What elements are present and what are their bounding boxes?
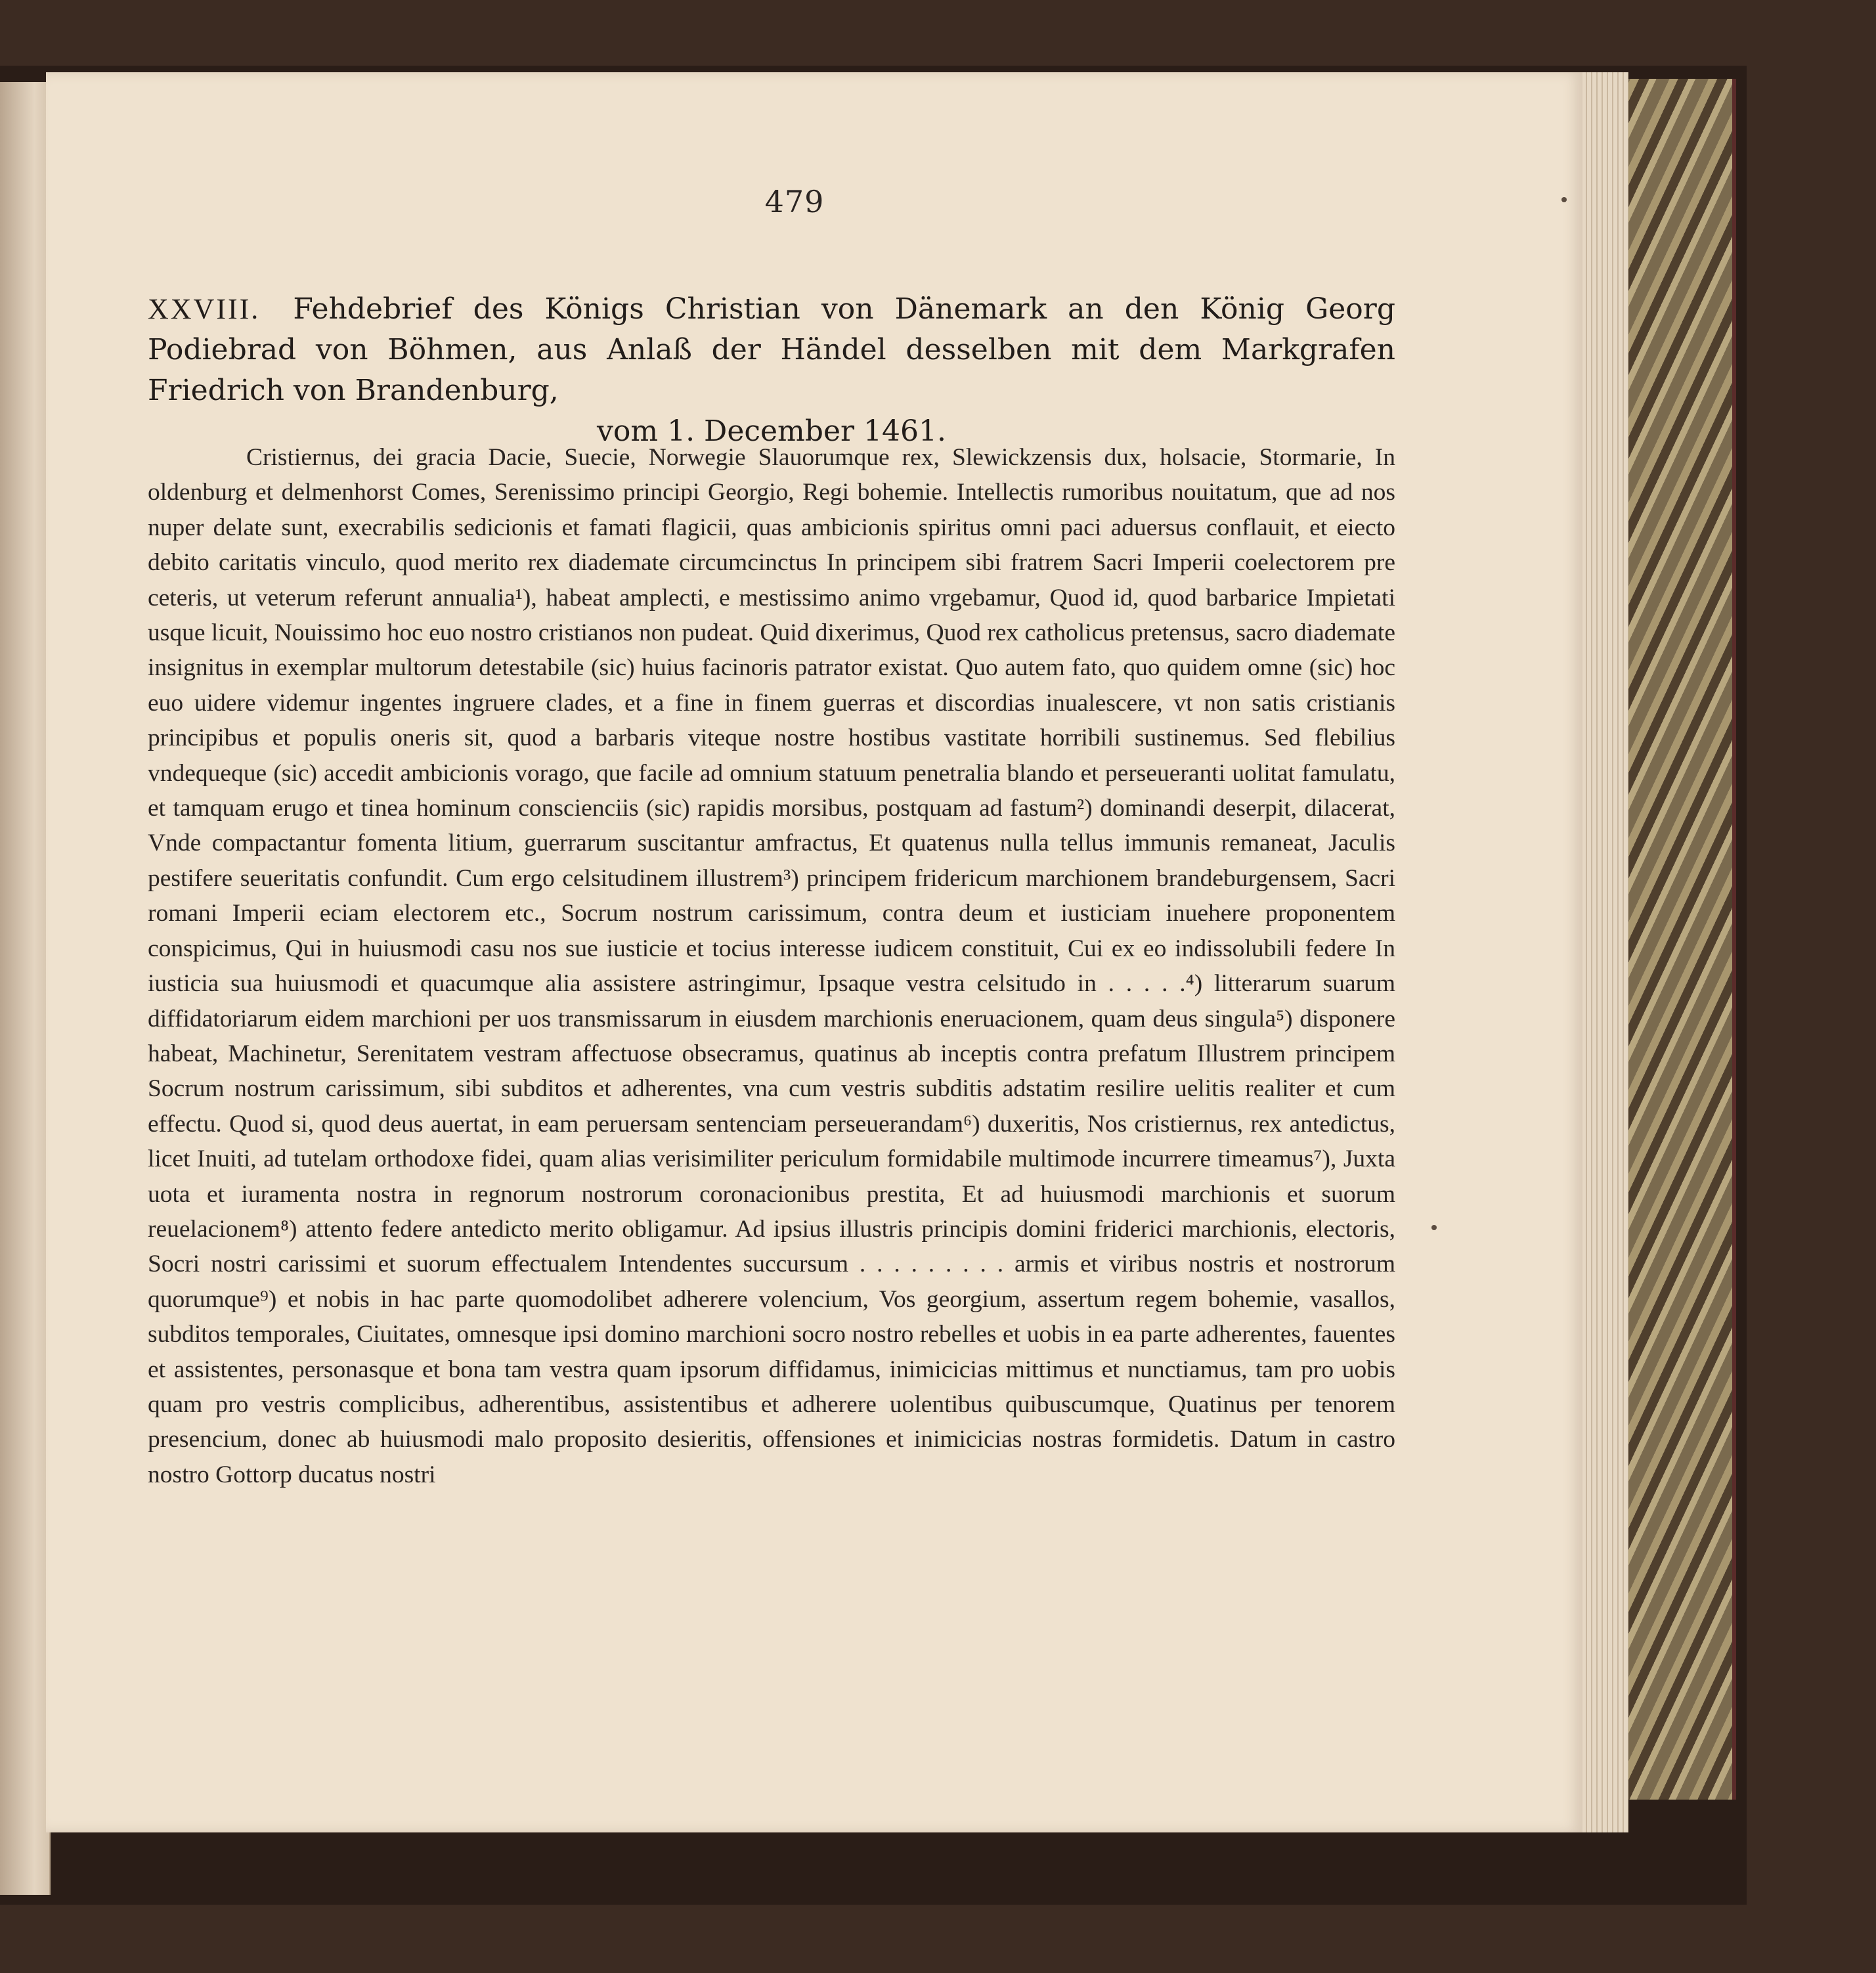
marbled-cover <box>1612 79 1736 1800</box>
speck-mark <box>1561 197 1567 202</box>
heading-numeral: XXVIII. <box>148 293 261 325</box>
document-heading <box>148 289 1395 452</box>
heading-line-1: Fehdebrief des Königs Christian von Dänemark an den König Georg Podiebrad von <box>148 292 1395 366</box>
heading-line-2: Böhmen, aus Anlaß der Händel desselben mit dem Markgrafen Friedrich von Brandenburg, <box>148 333 1395 407</box>
book-page <box>46 72 1582 1832</box>
page-number: 479 <box>764 184 825 219</box>
speck-mark <box>1431 1225 1437 1230</box>
heading-line-3: vom 1. December 1461. <box>597 414 946 448</box>
document-body <box>148 440 1395 1492</box>
left-page-edge <box>0 82 51 1895</box>
body-paragraph: Cristiernus, dei gracia Dacie, Suecie, Norwegie Slauorumque rex, Slewickzensis dux, holsacie, Stormarie, In oldenburg et delmenhorst Comes, Serenissimo principi Georgio, Regi bohemie. Intellectis rumoribus nouitatum, que ad nos nuper delate sunt, execrabilis sedicionis et famati flagicii, quas ambicionis spiritus omni paci aduersus conflauit, et eiecto debito caritatis vinculo, quod merito rex diademate circumcinctus In principem sibi fratrem Sacri Imperii coelectorem pre ceteris, ut veterum referunt annualia¹), habeat amplecti, e mestissimo animo vrgebamur, Quod id, quod barbarice Impietati usque licuit, Nouissimo hoc euo nostro cristianos non pudeat. Quid dixerimus, Quod rex catholicus pretensus, sacro diademate insignitus in exemplar multorum detestabile (sic) huius facinoris patrator existat. Quo autem fato, quo quidem omne (sic) hoc euo uidere videmur ingentes ingruere clades, et a fine in finem guerras et discordias inualescere, vt non satis cristianis principibus et populis oneris sit, quod a barbaris viteque nostre hostibus vastitate horribili sustinemus. Sed flebilius vndequeque (sic) accedit ambicionis vorago, que facile ad omnium statuum penetralia blando et perseueranti uolitat famulatu, et tamquam erugo et tinea hominum conscienciis (sic) rapidis morsibus, postquam ad fastum²) dominandi deserpit, dilacerat, Vnde compactantur fomenta litium, guerrarum suscitantur amfractus, Et quatenus nulla tellus immunis remaneat, Jaculis pestifere seueritatis confundit. Cum ergo celsitudinem illustrem³) principem fridericum marchionem brandeburgensem, Sacri romani Imperii eciam electorem etc., Socrum nostrum carissimum, contra deum et iusticiam inuehere proponentem conspicimus, Qui in huiusmodi casu nos sue iusticie et tocius interesse iudicem constituit, Cui ex eo indissolubili federe In iusticia sua huiusmodi et quacumque alia assistere astringimur, Ipsaque vestra celsitudo in . . . . .⁴) litterarum suarum diffidatoriarum eidem marchioni per uos transmissarum in eiusdem marchionis eneruacionem, quam deus singula⁵) disponere habeat, Machinetur, Serenitatem vestram affectuose obsecramus, quatinus ab inceptis contra prefatum Illustrem principem Socrum nostrum carissimum, sibi subditos et adherentes, vna cum vestris subditis adstatim resilire uelitis realiter et cum effectu. Quod si, quod deus auertat, in eam peruersam sentenciam perseuerandam⁶) duxeritis, Nos cristiernus, rex antedictus, licet Inuiti, ad tutelam orthodoxe fidei, quam alias verisimiliter periculum formidabile multimode incurrere timeamus⁷), Juxta uota et iuramenta nostra in regnorum nostrorum coronacionibus prestita, Et ad huiusmodi marchionis et suorum reuelacionem⁸) attento federe antedicto merito obligamur. Ad ipsius illustris principis domini friderici marchionis, electoris, Socri nostri carissimi et suorum effectualem Intendentes succursum . . . . . . . . . armis et viribus nostris et nostrorum quorumque⁹) et nobis in hac parte quomodolibet adherere volencium, Vos georgium, assertum regem bohemie, vasallos, subditos temporales, Ciuitates, omnesque ipsi domino marchioni socro nostro rebelles et uobis in ea parte adherentes, fauentes et assistentes, personasque et bona tam vestra quam ipsorum diffidamus, inimicicias mittimus et nunctiamus, tam pro uobis quam pro vestris complicibus, adherentibus, assistentibus et adherere uolentibus quibuscumque, Quatinus per tenorem presencium, donec ab huiusmodi malo proposito desieritis, offensiones et inimicicias nostras formidetis. Datum in castro nostro Gottorp ducatus nostri <box>148 444 1395 1488</box>
